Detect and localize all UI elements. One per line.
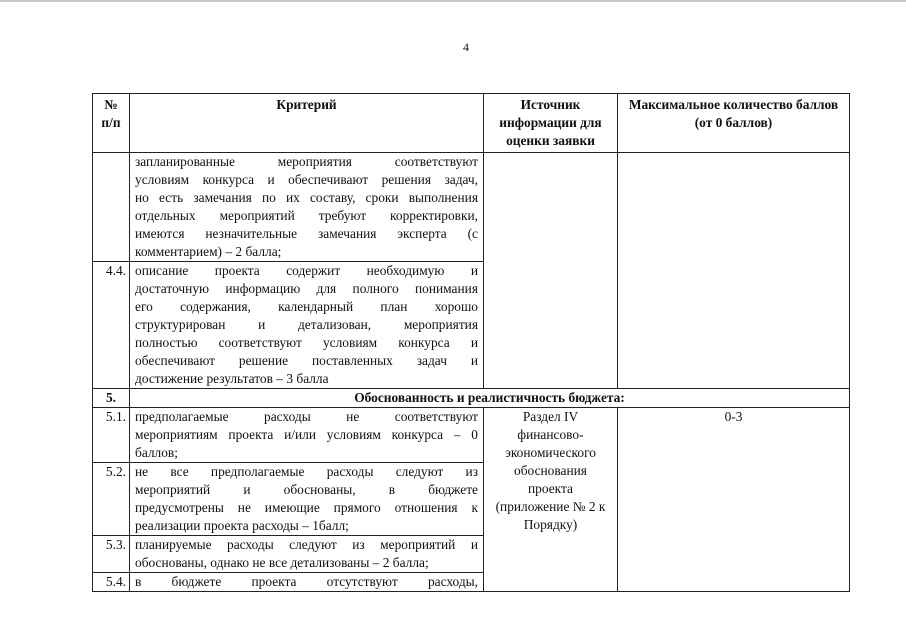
criterion-line: мероприятиям проекта и/или условиям конкурса – 0 xyxy=(135,427,478,442)
criterion-line: не все предполагаемые расходы следуют из xyxy=(135,464,478,479)
source-line: финансово- xyxy=(517,427,584,442)
criterion-line: планируемые расходы следуют из мероприятий и xyxy=(135,537,478,552)
page-number: 4 xyxy=(463,40,469,54)
row-criterion xyxy=(130,573,484,592)
source-line: проекта xyxy=(528,481,573,496)
criterion-line: обеспечивают решение поставленных задач и xyxy=(135,353,478,368)
page-top-edge xyxy=(0,0,906,2)
source-line: обоснования xyxy=(514,463,587,478)
header-max-score: Максимальное количество баллов (от 0 баллов) xyxy=(618,94,850,153)
row-num: 5.3. xyxy=(93,536,130,573)
row-criterion xyxy=(130,262,484,389)
criterion-line: имеются незначительные замечания эксперта (с xyxy=(135,226,478,241)
row-criterion xyxy=(130,463,484,536)
criterion-line: реализации проекта расходы – 1балл; xyxy=(135,518,349,533)
criterion-line: комментарием) – 2 балла; xyxy=(135,244,282,259)
criterion-line: его содержания, календарный план хорошо xyxy=(135,299,478,314)
row-criterion xyxy=(130,408,484,463)
row-num: 5.4. xyxy=(93,573,130,592)
criterion-line: полностью соответствуют условиям конкурса и xyxy=(135,335,478,350)
criterion-line: достижение результатов – 3 балла xyxy=(135,371,329,386)
row-criterion xyxy=(130,536,484,573)
criteria-table xyxy=(92,93,850,592)
criterion-line: отдельных мероприятий требуют корректировки, xyxy=(135,208,478,223)
section-source xyxy=(484,408,618,592)
header-num: № п/п xyxy=(93,94,130,153)
source-line: экономического xyxy=(505,445,596,460)
criterion-line: обоснованы, однако не все детализованы – 2 балла; xyxy=(135,555,429,570)
criterion-line: предусмотрены не имеющие прямого отношения к xyxy=(135,500,478,515)
source-line: (приложение № 2 к xyxy=(495,499,606,514)
criterion-line: в бюджете проекта отсутствуют расходы, xyxy=(135,574,478,589)
row-num: 4.4. xyxy=(93,262,130,389)
criterion-line: условиям конкурса и обеспечивают решения задач, xyxy=(135,172,478,187)
source-line: Раздел IV xyxy=(522,409,579,424)
section-row xyxy=(93,389,850,408)
criterion-line: достаточную информацию для полного понимания xyxy=(135,281,478,296)
row-num: 5.1. xyxy=(93,408,130,463)
section-max-score: 0-3 xyxy=(618,408,850,592)
header-source: Источник информации для оценки заявки xyxy=(484,94,618,153)
row-num xyxy=(93,153,130,262)
table-header-row xyxy=(93,94,850,153)
row-source xyxy=(484,153,618,389)
row-criterion xyxy=(130,153,484,262)
section-title: Обоснованность и реалистичность бюджета: xyxy=(130,389,850,408)
header-criterion: Критерий xyxy=(130,94,484,153)
criterion-line: но есть замечания по их составу, сроки выполнения xyxy=(135,190,478,205)
criterion-line: запланированные мероприятия соответствуют xyxy=(135,154,478,169)
table-row xyxy=(93,408,850,463)
criterion-line: описание проекта содержит необходимую и xyxy=(135,263,478,278)
criterion-line: баллов; xyxy=(135,445,178,460)
section-num: 5. xyxy=(93,389,130,408)
source-line: Порядку) xyxy=(523,517,578,532)
criterion-line: структурирован и детализован, мероприятия xyxy=(135,317,478,332)
criterion-line: предполагаемые расходы не соответствуют xyxy=(135,409,478,424)
table-row xyxy=(93,153,850,262)
row-num: 5.2. xyxy=(93,463,130,536)
row-max-score xyxy=(618,153,850,389)
criterion-line: мероприятий и обоснованы, в бюджете xyxy=(135,482,478,497)
